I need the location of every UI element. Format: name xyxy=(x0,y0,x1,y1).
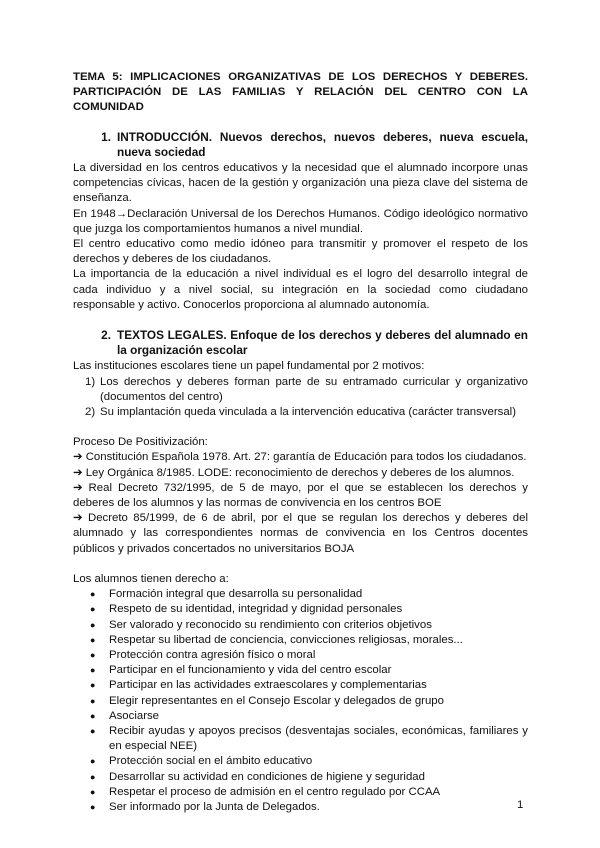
list-item-number: 2) xyxy=(85,406,96,419)
law-item: ➔ Real Decreto 732/1995, de 5 de mayo, por el que se establecen los derechos y deberes de los alumnos y las normas de convivencia en los centros BOE xyxy=(73,481,528,510)
bullet-icon: ● xyxy=(90,589,96,600)
rights-list xyxy=(73,587,528,815)
law-item: ➔ Constitución Española 1978. Art. 27: garantía de Educación para todos los ciudadanos. xyxy=(73,451,527,464)
bullet-icon: ● xyxy=(90,695,96,706)
paragraph: La diversidad en los centros educativos y la necesidad que el alumnado incorpore unas competencias cívicas, hacen de la gestión y organización una pieza clave del sistema de enseñanza. xyxy=(73,162,528,205)
section-2-number: 2. xyxy=(101,328,111,343)
list-item-text: Ser informado por la Junta de Delegados. xyxy=(109,800,320,813)
bullet-icon: ● xyxy=(90,771,96,782)
bullet-icon: ● xyxy=(90,604,96,615)
section-1-number: 1. xyxy=(101,129,111,144)
page-number: 1 xyxy=(517,799,524,811)
list-item xyxy=(73,724,528,754)
paragraph: La importancia de la educación a nivel individual es el logro del desarrollo integral de cada individuo y a nivel social, su integración en la sociedad como ciudadano responsable y activo. Conocerlos proporciona al alumnado autonomía. xyxy=(73,268,528,311)
list-item xyxy=(73,602,528,617)
document-title: TEMA 5: IMPLICACIONES ORGANIZATIVAS DE LOS DERECHOS Y DEBERES. PARTICIPACIÓN DE LAS FAMILIAS Y RELACIÓN DEL CENTRO CON LA COMUNIDAD xyxy=(73,71,528,114)
list-item-number: 1) xyxy=(85,375,96,388)
list-item xyxy=(73,633,528,648)
list-item-text: Respetar el proceso de admisión en el centro regulado por CCAA xyxy=(109,785,441,798)
law-item: ➔ Decreto 85/1999, de 6 de abril, por el que se regulan los derechos y deberes del alumnado y las correspondientes normas de convivencia en los Centros docentes públicos y privados concertados no universitarios BOJA xyxy=(73,512,528,555)
list-item xyxy=(73,709,528,724)
paragraph: El centro educativo como medio idóneo para transmitir y promover el respeto de los derechos y deberes de los ciudadanos. xyxy=(73,238,528,266)
list-item xyxy=(73,678,528,693)
list-item-text: Participar en las actividades extraescolares y complementarias xyxy=(109,679,427,692)
bullet-icon: ● xyxy=(90,619,96,630)
rights-title: Los alumnos tienen derecho a: xyxy=(73,572,229,585)
list-item xyxy=(73,663,528,678)
list-item xyxy=(73,405,528,420)
bullet-icon: ● xyxy=(90,634,96,645)
process-title: Proceso De Positivización: xyxy=(73,436,208,449)
list-item xyxy=(73,785,528,800)
bullet-icon: ● xyxy=(90,786,96,797)
law-item: ➔ Ley Orgánica 8/1985. LODE: reconocimiento de derechos y deberes de los alumnos. xyxy=(73,466,515,479)
list-item-text: Su implantación queda vinculada a la intervención educativa (carácter transversal) xyxy=(100,406,516,419)
section-2-heading xyxy=(73,328,528,358)
list-item-text: Formación integral que desarrolla su personalidad xyxy=(109,588,363,601)
bullet-icon: ● xyxy=(90,725,96,736)
list-item xyxy=(73,770,528,785)
bullet-icon: ● xyxy=(90,710,96,721)
section-2-title: TEXTOS LEGALES. Enfoque de los derechos y deberes del alumnado en la organización escolar xyxy=(117,328,528,358)
list-item-text: Los derechos y deberes forman parte de su entramado curricular y organizativo (documentos del centro) xyxy=(100,375,528,403)
paragraph: En 1948→Declaración Universal de los Derechos Humanos. Código ideológico normativo que juzga los comportamientos humanos a nivel mundial. xyxy=(73,207,528,235)
list-item-text: Respetar su libertad de conciencia, convicciones religiosas, morales... xyxy=(109,633,463,646)
list-item-text: Participar en el funcionamiento y vida del centro escolar xyxy=(109,664,392,677)
list-item xyxy=(73,587,528,602)
list-item-text: Respeto de su identidad, integridad y dignidad personales xyxy=(109,603,403,616)
list-item-text: Protección contra agresión físico o moral xyxy=(109,648,316,661)
list-item xyxy=(73,800,528,815)
list-item-text: Elegir representantes en el Consejo Escolar y delegados de grupo xyxy=(109,694,444,707)
list-item xyxy=(73,648,528,663)
document-body xyxy=(73,70,528,815)
list-item-text: Desarrollar su actividad en condiciones de higiene y seguridad xyxy=(109,770,425,783)
list-item xyxy=(73,618,528,633)
motives-list xyxy=(73,375,528,421)
list-item xyxy=(73,754,528,769)
list-item-text: Asociarse xyxy=(109,709,160,722)
list-item-text: Recibir ayudas y apoyos precisos (desventajas sociales, económicas, familiares y en especial NEE) xyxy=(109,724,528,753)
bullet-icon: ● xyxy=(90,680,96,691)
section-1-heading xyxy=(73,130,528,160)
section-2-intro: Las instituciones escolares tiene un papel fundamental por 2 motivos: xyxy=(73,360,425,373)
list-item xyxy=(73,375,528,405)
section-1-title: INTRODUCCIÓN. Nuevos derechos, nuevos deberes, nueva escuela, nueva sociedad xyxy=(117,129,528,159)
list-item-text: Protección social en el ámbito educativo xyxy=(109,755,313,768)
bullet-icon: ● xyxy=(90,801,96,812)
list-item xyxy=(73,694,528,709)
list-item-text: Ser valorado y reconocido su rendimiento con criterios objetivos xyxy=(109,618,432,631)
bullet-icon: ● xyxy=(90,756,96,767)
bullet-icon: ● xyxy=(90,649,96,660)
bullet-icon: ● xyxy=(90,665,96,676)
